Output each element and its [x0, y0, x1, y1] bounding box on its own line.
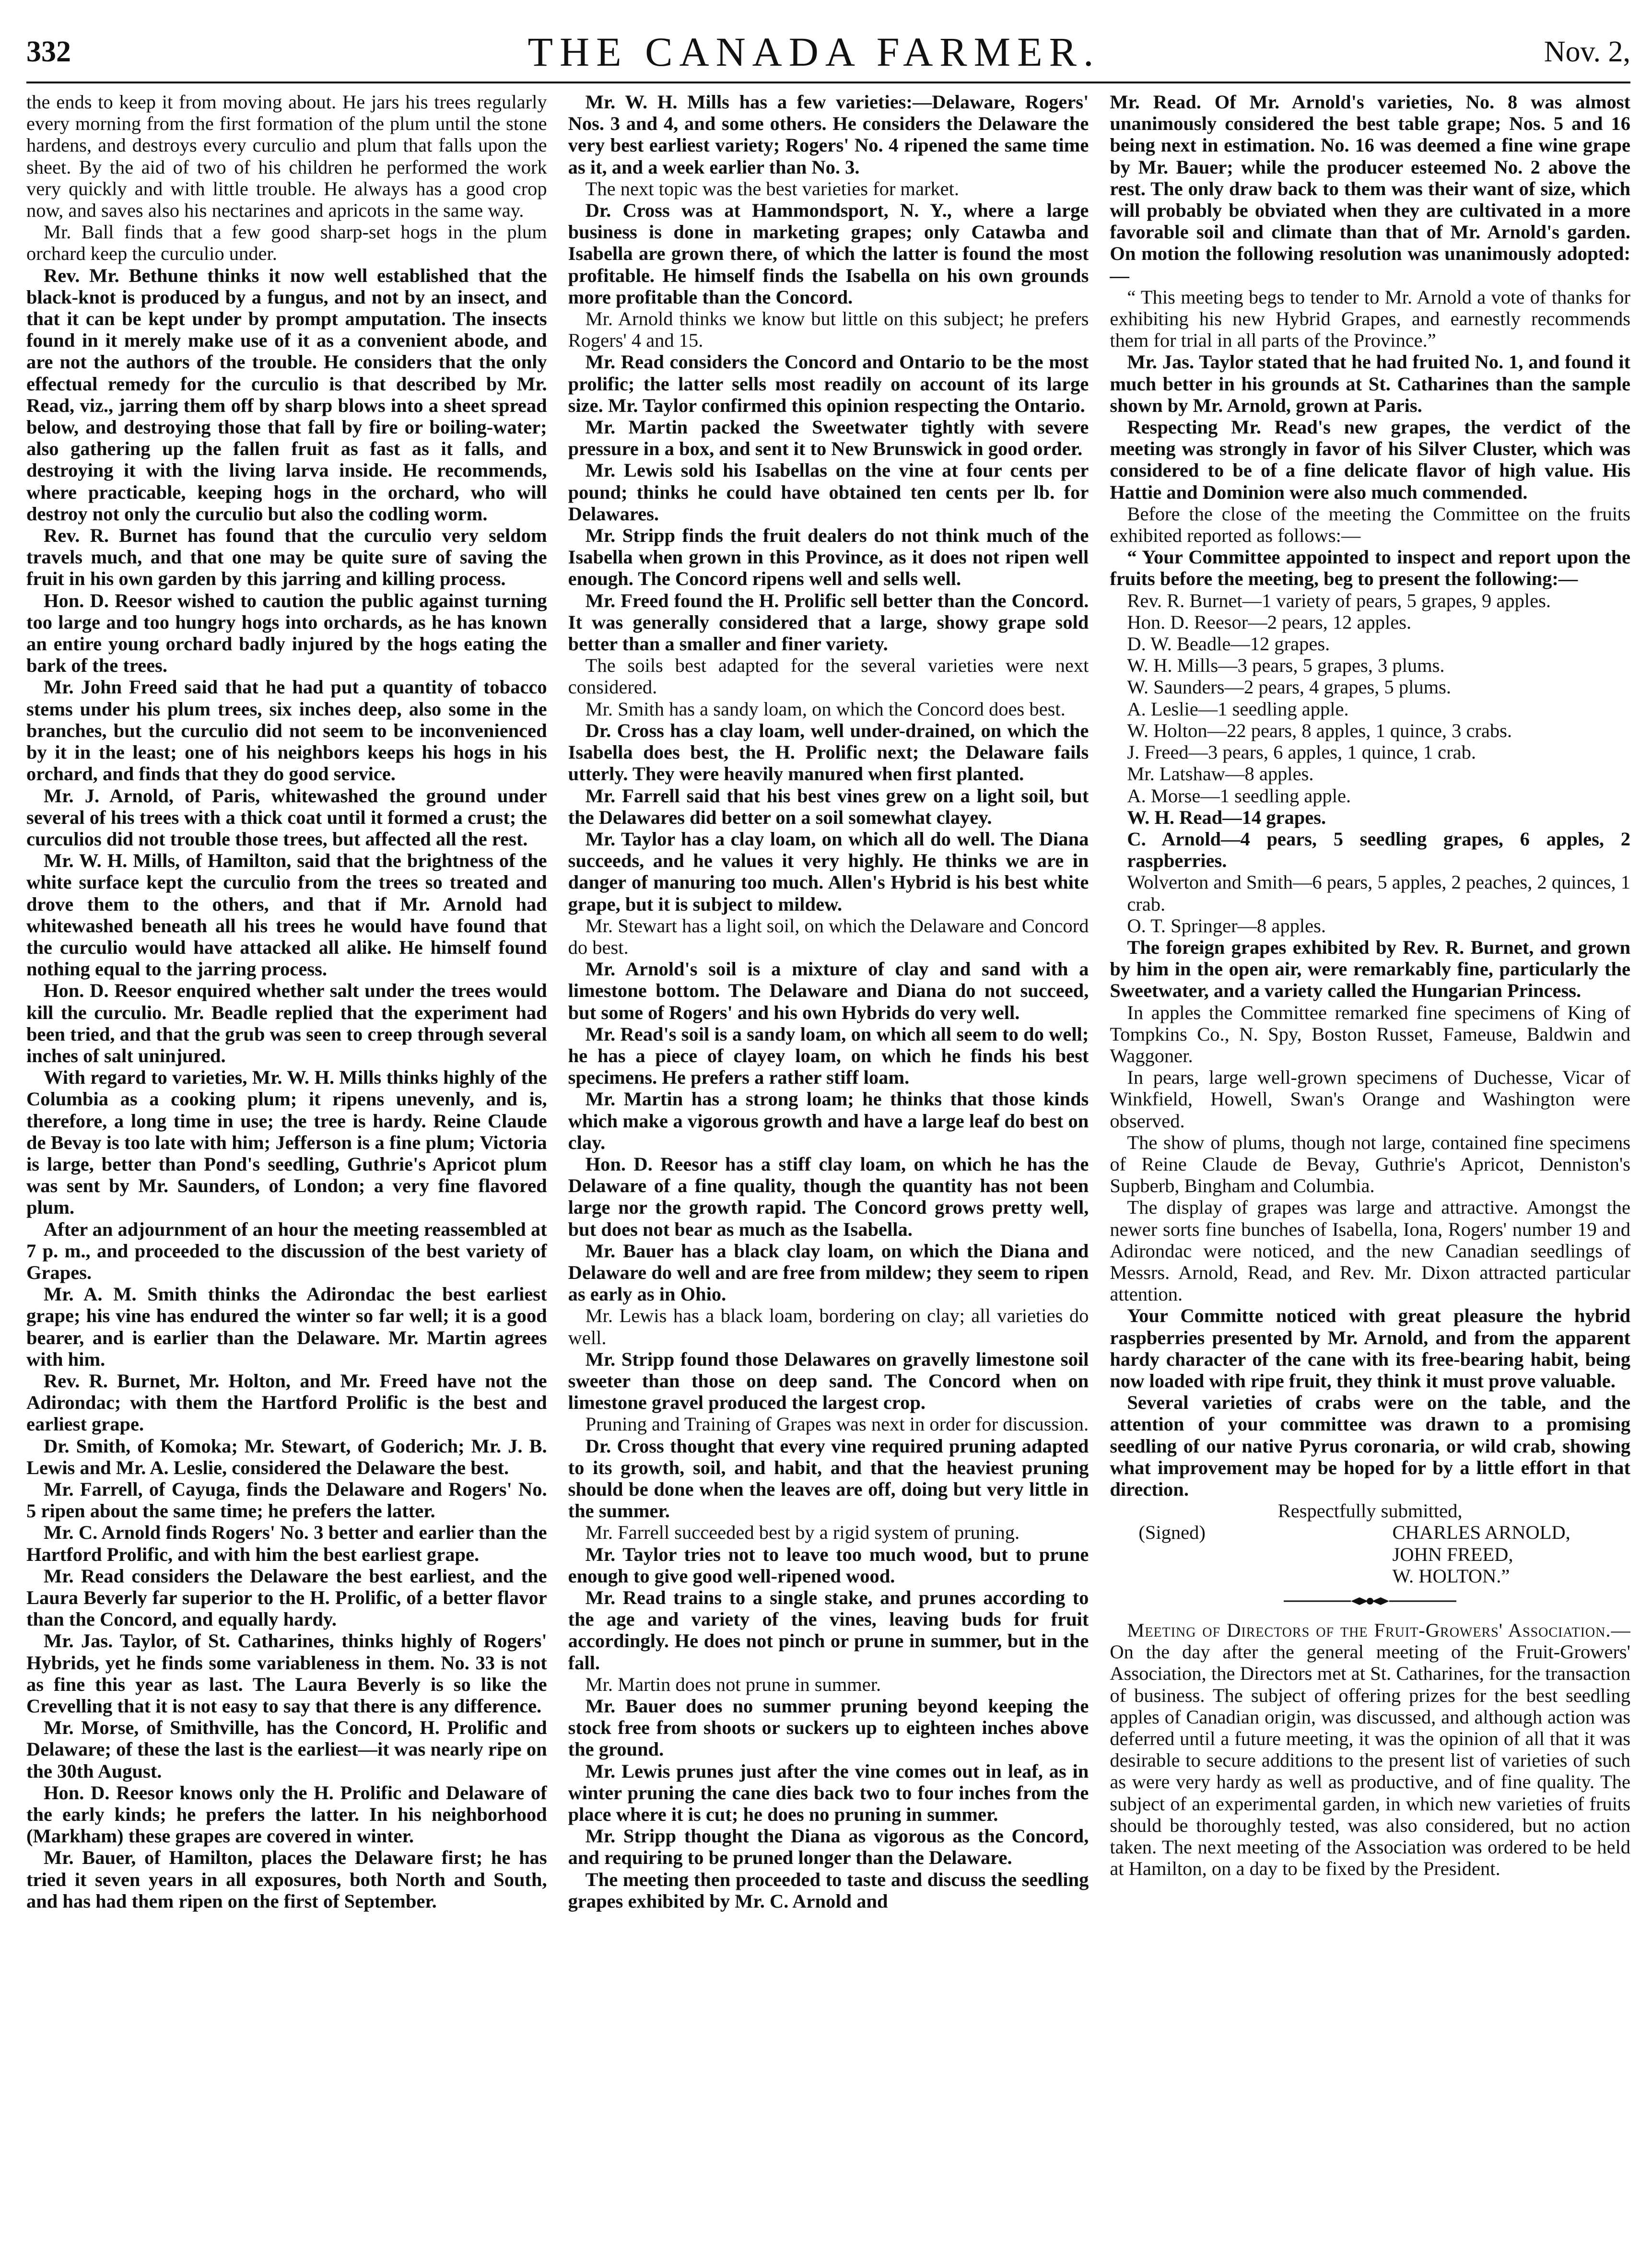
paragraph: Mr. Farrell succeeded best by a rigid system of pruning.: [585, 1522, 1020, 1544]
paragraph: Mr. Taylor has a clay loam, on which all do well. The Diana succeeds, and he values it very highly. He thinks we are in danger of manuring too much. Allen's Hybrid is his best white grape, but it is subject to mildew.: [568, 828, 1089, 915]
list-item: A. Morse—1 seedling apple.: [1127, 785, 1351, 807]
paragraph: Mr. Martin has a strong loam; he thinks that those kinds which make a vigorous growth and have a large leaf do best on clay.: [568, 1088, 1089, 1153]
list-item: D. W. Beadle—12 grapes.: [1127, 633, 1330, 655]
committee-report: [1110, 91, 1630, 1522]
paragraph: Mr. Read considers the Delaware the best earliest, and the Laura Beverly far superior to the H. Prolific, of a better flavor than the Concord, and equally hardy.: [26, 1565, 547, 1630]
paragraph: The show of plums, though not large, contained fine specimens of Reine Claude de Bevay, Guthrie's Apricot, Denniston's Supberb, Bingham and Columbia.: [1110, 1131, 1630, 1197]
paragraph: In apples the Committee remarked fine specimens of King of Tompkins Co., N. Spy, Boston Russet, Fameuse, Baldwin and Waggoner.: [1110, 1001, 1630, 1066]
paragraph: Mr. Bauer does no summer pruning beyond keeping the stock free from shoots or suckers up to eighteen inches above the ground.: [568, 1695, 1089, 1760]
paragraph: Mr. Martin does not prune in summer.: [585, 1673, 881, 1695]
paragraph: The next topic was the best varieties for market.: [585, 177, 960, 199]
paragraph: Mr. Stripp finds the fruit dealers do not think much of the Isabella when grown in this Province, as it does not ripen well enough. The Concord ripens well and sells well.: [568, 525, 1089, 590]
signature-row-2: [1110, 1544, 1630, 1565]
paragraph: In pears, large well-grown specimens of Duchesse, Vicar of Winkfield, Howell, Swan's Orange and Washington were observed.: [1110, 1066, 1630, 1132]
paragraph: Hon. D. Reesor wished to caution the public against turning too large and too hungry hogs into orchards, as he has known an entire young orchard badly injured by the hogs eating the bark of the trees.: [26, 589, 547, 677]
paragraph: Dr. Cross thought that every vine required pruning adapted to its growth, soil, and habit, and that the heaviest pruning should be done when the leaves are off, doing but very little in the summer.: [568, 1435, 1089, 1522]
list-item: Wolverton and Smith—6 pears, 5 apples, 2 peaches, 2 quinces, 1 crab.: [1127, 871, 1630, 915]
signatory-name: W. HOLTON.”: [1392, 1565, 1510, 1587]
paragraph: Mr. Jas. Taylor, of St. Catharines, thinks highly of Rogers' Hybrids, yet he finds some variableness in them. No. 33 is not as fine this year as last. The Laura Beverly is so like the Crevelling that it is not easy to say that there is any difference.: [26, 1630, 547, 1717]
signatory-name: CHARLES ARNOLD,: [1392, 1522, 1570, 1544]
paragraph: Mr. John Freed said that he had put a quantity of tobacco stems under his plum trees, six inches deep, also some in the branches, but the curculio did not seem to be inconvenienced by it in the least; one of his neighbors keeps his hogs in his orchard, and finds that they do good service.: [26, 676, 547, 785]
paragraph: Your Committe noticed with great pleasure the hybrid raspberries presented by Mr. Arnold, and from the apparent hardy character of the cane with its free-bearing habit, being now loaded with ripe fruit, they think it must prove valuable.: [1110, 1305, 1630, 1392]
page-number: 332: [26, 35, 71, 68]
paragraph: Mr. A. M. Smith thinks the Adirondac the best earliest grape; his vine has endured the winter so far well; it is a good bearer, and is earlier than the Delaware. Mr. Martin agrees with him.: [26, 1283, 547, 1370]
paragraph: Rev. Mr. Bethune thinks it now well established that the black-knot is produced by a fungus, and not by an insect, and that it can be kept under by prompt amputation. The insects found in it merely make use of it as a convenient abode, and are not the authors of the trouble. He considers that the only effectual remedy for the curculio is that described by Mr. Read, viz., jarring them off by sharp blows into a sheet spread below, and destroying those that fall by fire or boiling-water; also gathering up the fallen fruit as fast as it falls, and destroying it with the living larva inside. He recommends, where practicable, keeping hogs in the orchard, who will destroy not only the curculio but also the codling worm.: [26, 264, 547, 525]
paragraph: Dr. Cross has a clay loam, well under-drained, on which the Isabella does best, the H. Prolific next; the Delaware fails utterly. They were heavily manured when first planted.: [568, 719, 1089, 785]
paragraph: Mr. Stewart has a light soil, on which the Delaware and Concord do best.: [568, 914, 1089, 958]
paragraph: After an adjournment of an hour the meeting reassembled at 7 p. m., and proceeded to the discussion of the best variety of Grapes.: [26, 1218, 547, 1283]
list-item: Mr. Latshaw—8 apples.: [1127, 763, 1314, 785]
list-item: J. Freed—3 pears, 6 apples, 1 quince, 1 crab.: [1127, 741, 1476, 763]
paragraph: Mr. Lewis has a black loam, bordering on clay; all varieties do well.: [568, 1305, 1089, 1348]
column-middle: [568, 91, 1089, 2251]
masthead-title: THE CANADA FARMER.: [527, 29, 1101, 75]
paragraph: Mr. Smith has a sandy loam, on which the Concord does best.: [585, 698, 1066, 720]
paragraph: “ Your Committee appointed to inspect and report upon the fruits before the meeting, beg to present the following:—: [1110, 546, 1630, 590]
paragraph: Hon. D. Reesor has a stiff clay loam, on which he has the Delaware of a fine quality, though the quantity has not been large nor the growth rapid. The Concord grows pretty well, but does not bear as much as the Isabella.: [568, 1153, 1089, 1240]
paragraph: Respectfully submitted,: [1277, 1500, 1463, 1522]
page-header: [26, 28, 1630, 76]
paragraph: Mr. Stripp found those Delawares on gravelly limestone soil sweeter than those on deep sand. The Concord when on limestone gravel produced the largest crop.: [568, 1348, 1089, 1414]
list-item: W. H. Mills—3 pears, 5 grapes, 3 plums.: [1127, 655, 1445, 677]
paragraph: “ This meeting begs to tender to Mr. Arnold a vote of thanks for exhibiting his new Hybrid Grapes, and earnestly recommends them for trial in all parts of the Province.”: [1110, 286, 1630, 351]
paragraph: Several varieties of crabs were on the table, and the attention of your committee was drawn to a promising seedling of our native Pyrus coronaria, or wild crab, showing what improvement may be hoped for by a little effort in that direction.: [1110, 1392, 1630, 1500]
paragraph: Mr. W. H. Mills, of Hamilton, said that the brightness of the white surface kept the curculio from the trees so treated and drove them to the others, and that if Mr. Arnold had whitewashed beneath all his trees he would have found that the curculio would have attacked all alike. He himself found nothing equal to the jarring process.: [26, 850, 547, 980]
paragraph: Rev. R. Burnet has found that the curculio very seldom travels much, and that one may be quite sure of saving the fruit in his own garden by this jarring and killing process.: [26, 525, 547, 590]
signatory-name: JOHN FREED,: [1392, 1543, 1513, 1565]
paragraph: the ends to keep it from moving about. He jars his trees regularly every morning from the first formation of the plum until the stone hardens, and destroys every curculio and plum that falls upon the sheet. By the aid of two of his children he performed the work very quickly and with little trouble. He always has a good crop now, and saves also his nectarines and apricots in the same way.: [26, 91, 547, 222]
paragraph: Hon. D. Reesor knows only the H. Prolific and Delaware of the early kinds; he prefers the latter. In his neighborhood (Markham) these grapes are covered in winter.: [26, 1781, 547, 1847]
issue-date: Nov. 2,: [1544, 35, 1630, 68]
paragraph: Mr. Morse, of Smithville, has the Concord, H. Prolific and Delaware; of these the last is the earliest—it was nearly ripe on the 30th August.: [26, 1717, 547, 1782]
paragraph: Pruning and Training of Grapes was next in order for discussion.: [585, 1413, 1089, 1435]
ornamental-rule-icon: [1284, 1595, 1456, 1607]
signature-row-1: [1110, 1522, 1630, 1543]
paragraph: Mr. Bauer has a black clay loam, on which the Diana and Delaware do well and are free from mildew; they seem to ripen as early as in Ohio.: [568, 1240, 1089, 1305]
signature-row-3: [1110, 1565, 1630, 1587]
paragraph: Rev. R. Burnet, Mr. Holton, and Mr. Freed have not the Adirondac; with them the Hartford Prolific is the best and earliest grape.: [26, 1370, 547, 1435]
paragraph: Dr. Smith, of Komoka; Mr. Stewart, of Goderich; Mr. J. B. Lewis and Mr. A. Leslie, considered the Delaware the best.: [26, 1435, 547, 1478]
directors-meeting-notice: [1110, 1619, 1630, 1879]
paragraph: Mr. Stripp thought the Diana as vigorous as the Concord, and requiring to be pruned longer than the Delaware.: [568, 1825, 1089, 1869]
list-item: W. Saunders—2 pears, 4 grapes, 5 plums.: [1127, 676, 1451, 698]
paragraph: Mr. Arnold's soil is a mixture of clay and sand with a limestone bottom. The Delaware and Diana do not succeed, but some of Rogers' and his own Hybrids do very well.: [568, 958, 1089, 1023]
article-columns: [26, 91, 1630, 2251]
paragraph: Mr. W. H. Mills has a few varieties:—Delaware, Rogers' Nos. 3 and 4, and some others. He considers the Delaware the very best earliest variety; Rogers' No. 4 ripened the same time as it, and a week earlier than No. 3.: [568, 91, 1089, 178]
list-item: Hon. D. Reesor—2 pears, 12 apples.: [1127, 611, 1412, 633]
paragraph: The foreign grapes exhibited by Rev. R. Burnet, and grown by him in the open air, were remarkably fine, particularly the Sweetwater, and a variety called the Hungarian Princess.: [1110, 936, 1630, 1002]
list-item: Rev. R. Burnet—1 variety of pears, 5 grapes, 9 apples.: [1127, 589, 1551, 611]
notice-body: —On the day after the general meeting of the Fruit-Growers' Association, the Directors met at St. Catharines, for the transaction of business. The subject of offering prizes for the best seedling apples of Canadian origin, was discussed, and although action was deferred until a future meeting, it was the opinion of all that it was desirable to secure additions to the present list of varieties of such as were very hardy as well as productive, and of fine quality. The subject of an experimental garden, in which new varieties of fruits should be thoroughly tested, was also considered, but no action taken. The next meeting of the Association was ordered to be held at Hamilton, on a day to be fixed by the President.: [1110, 1619, 1630, 1880]
paragraph: Mr. Farrell said that his best vines grew on a light soil, but the Delawares did better on a soil somewhat clayey.: [568, 785, 1089, 828]
paragraph: Mr. C. Arnold finds Rogers' No. 3 better and earlier than the Hartford Prolific, and with him the best earliest grape.: [26, 1522, 547, 1565]
paragraph: Dr. Cross was at Hammondsport, N. Y., where a large business is done in marketing grapes; only Catawba and Isabella are grown there, of which the latter is found the most profitable. He himself finds the Isabella on his own grounds more profitable than the Concord.: [568, 199, 1089, 308]
list-item: C. Arnold—4 pears, 5 seedling grapes, 6 apples, 2 raspberries.: [1127, 828, 1630, 872]
list-item: O. T. Springer—8 apples.: [1127, 914, 1326, 937]
notice-heading: Meeting of Directors of the Fruit-Growers' Association.: [1127, 1619, 1611, 1641]
paragraph: Mr. J. Arnold, of Paris, whitewashed the ground under several of his trees with a thick coat until it formed a crust; the curculios did not trouble those trees, but affected all the rest.: [26, 785, 547, 850]
paragraph: Before the close of the meeting the Committee on the fruits exhibited reported as follows:—: [1110, 503, 1630, 547]
list-item: W. Holton—22 pears, 8 apples, 1 quince, 3 crabs.: [1127, 719, 1512, 741]
ornament-divider: [1110, 1595, 1630, 1607]
paragraph: Mr. Lewis prunes just after the vine comes out in leaf, as in winter pruning the cane dies back two to four inches from the place where it is cut; he does no pruning in summer.: [568, 1760, 1089, 1826]
paragraph: Mr. Jas. Taylor stated that he had fruited No. 1, and found it much better in his grounds at St. Catharines than the sample shown by Mr. Arnold, grown at Paris.: [1110, 351, 1630, 416]
paragraph: The display of grapes was large and attractive. Amongst the newer sorts fine bunches of Isabella, Iona, Rogers' number 19 and Adirondac were noticed, and the new Canadian seedlings of Messrs. Arnold, Read, and Rev. Mr. Dixon attracted particular attention.: [1110, 1196, 1630, 1305]
paragraph: Respecting Mr. Read's new grapes, the verdict of the meeting was strongly in favor of his Silver Cluster, which was considered to be of a fine delicate flavor of high value. His Hattie and Dominion were also much commended.: [1110, 416, 1630, 503]
paragraph: The soils best adapted for the several varieties were next considered.: [568, 655, 1089, 698]
column-right: [1110, 91, 1630, 2251]
signed-label: (Signed): [1138, 1522, 1206, 1544]
paragraph: Hon. D. Reesor enquired whether salt under the trees would kill the curculio. Mr. Beadle replied that the experiment had been tried, and that the grub was seen to creep through several inches of salt uninjured.: [26, 980, 547, 1066]
paragraph: Mr. Read's soil is a sandy loam, on which all seem to do well; he has a piece of clayey loam, on which he finds his best specimens. He prefers a rather stiff loam.: [568, 1023, 1089, 1089]
header-rule: [26, 82, 1630, 83]
paragraph: Mr. Read considers the Concord and Ontario to be the most prolific; the latter sells most readily on account of its large size. Mr. Taylor confirmed this opinion respecting the Ontario.: [568, 351, 1089, 416]
paragraph: Mr. Freed found the H. Prolific sell better than the Concord. It was generally considered that a large, showy grape sold better than a smaller and finer variety.: [568, 589, 1089, 655]
paragraph: Mr. Read trains to a single stake, and prunes according to the age and variety of the vines, leaving buds for fruit accordingly. He does not pinch or prune in summer, but in the fall.: [568, 1587, 1089, 1674]
paragraph: Mr. Lewis sold his Isabellas on the vine at four cents per pound; thinks he could have obtained ten cents per lb. for Delawares.: [568, 459, 1089, 525]
paragraph: Mr. Farrell, of Cayuga, finds the Delaware and Rogers' No. 5 ripen about the same time; he prefers the latter.: [26, 1478, 547, 1522]
list-item: W. H. Read—14 grapes.: [1127, 806, 1326, 828]
list-item: A. Leslie—1 seedling apple.: [1127, 698, 1349, 720]
column-left: [26, 91, 547, 2251]
paragraph: Mr. Read. Of Mr. Arnold's varieties, No. 8 was almost unanimously considered the best table grape; Nos. 5 and 16 being next in estimation. No. 16 was deemed a fine wine grape by Mr. Bauer; while the producer esteemed No. 2 above the rest. The only draw back to them was their want of size, which will probably be obviated when they are cultivated in a more favorable soil and climate than that of Mr. Arnold's garden. On motion the following resolution was unanimously adopted:—: [1110, 91, 1630, 286]
paragraph: Mr. Arnold thinks we know but little on this subject; he prefers Rogers' 4 and 15.: [568, 308, 1089, 351]
paragraph: The meeting then proceeded to taste and discuss the seedling grapes exhibited by Mr. C. Arnold and: [568, 1868, 1089, 1912]
paragraph: Mr. Taylor tries not to leave too much wood, but to prune enough to give good well-ripened wood.: [568, 1543, 1089, 1587]
paragraph: Mr. Bauer, of Hamilton, places the Delaware first; he has tried it seven years in all exposures, both North and South, and has had them ripen on the first of September.: [26, 1847, 547, 1912]
paragraph: Mr. Martin packed the Sweetwater tightly with severe pressure in a box, and sent it to New Brunswick in good order.: [568, 416, 1089, 460]
paragraph: With regard to varieties, Mr. W. H. Mills thinks highly of the Columbia as a cooking plum; it ripens unevenly, and is, therefore, a long time in use; the tree is hardy. Reine Claude de Bevay is too late with him; Jefferson is a fine plum; Victoria is large, better than Pond's seedling, Guthrie's Apricot plum was sent by Mr. Saunders, of London; a very fine flavored plum.: [26, 1066, 547, 1218]
paragraph: Mr. Ball finds that a few good sharp-set hogs in the plum orchard keep the curculio under.: [26, 221, 547, 265]
